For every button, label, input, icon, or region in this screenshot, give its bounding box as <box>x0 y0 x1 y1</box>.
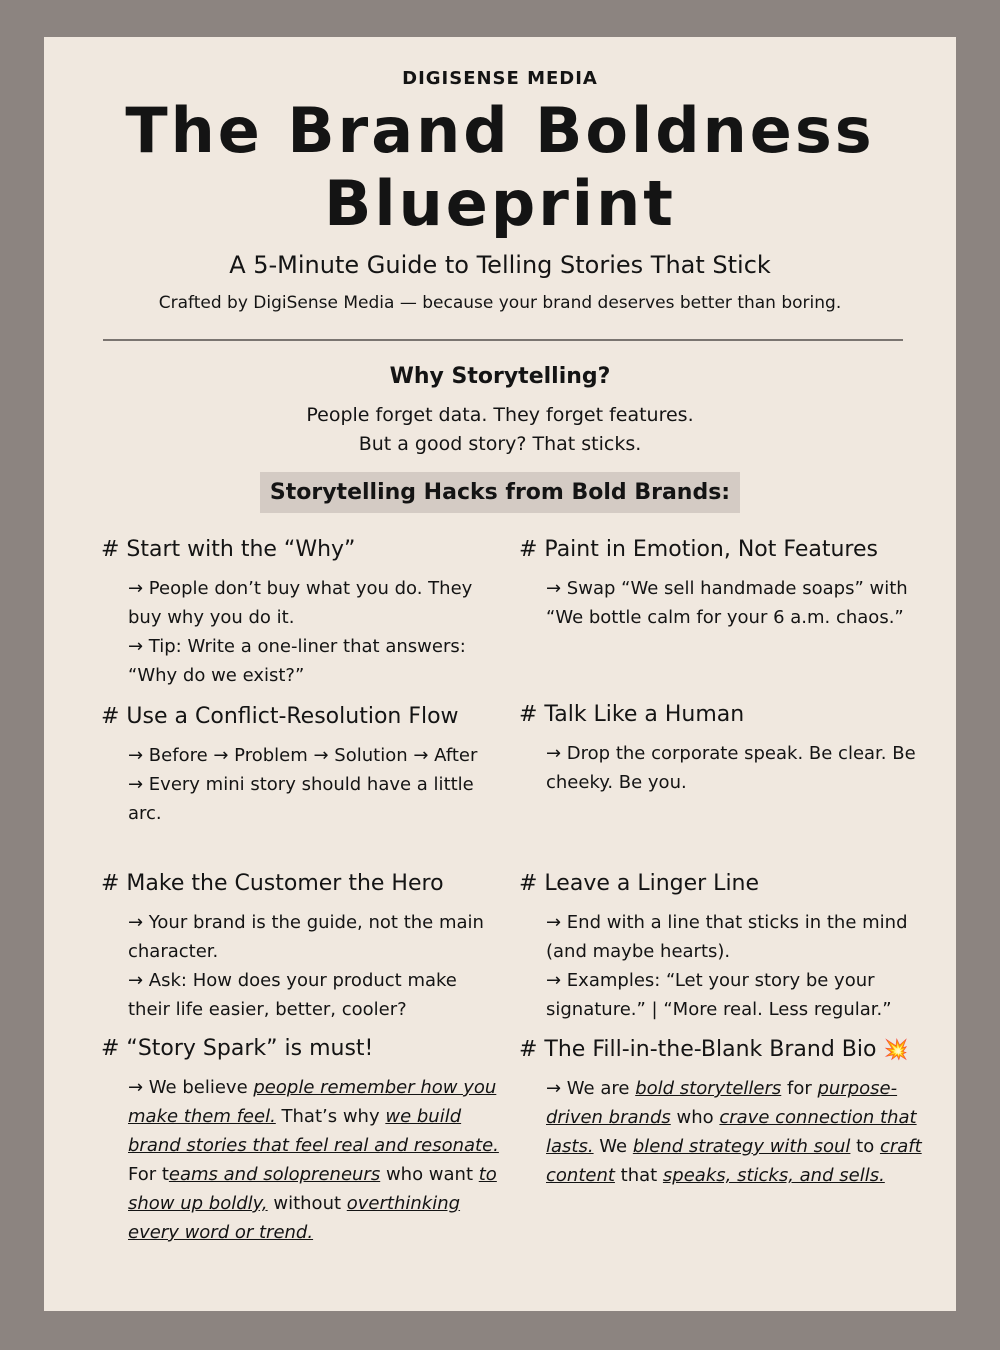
hack-heading: # “Story Spark” is must! <box>101 1036 374 1061</box>
fill-blank: to show up boldly, <box>128 1164 497 1214</box>
subtitle: A 5-Minute Guide to Telling Stories That Stick <box>229 251 771 279</box>
fill-blank: eams and solopreneurs <box>168 1164 381 1185</box>
hack-point: → End with a line that sticks in the mind (and maybe hearts). <box>546 912 908 962</box>
hack-story-spark <box>101 1035 501 1247</box>
hack-point: → Swap “We sell handmade soaps” with “We bottle calm for your 6 a.m. chaos.” <box>546 578 908 628</box>
bio-text: for <box>781 1078 818 1099</box>
fill-blank: purpose-driven brands <box>546 1078 898 1128</box>
hack-conflict-resolution <box>101 703 501 828</box>
hack-heading: # Paint in Emotion, Not Features <box>519 537 878 562</box>
hack-point: → Examples: “Let your story be your signature.” | “More real. Less regular.” <box>546 970 892 1020</box>
credit-line: Crafted by DigiSense Media — because your brand deserves better than boring. <box>158 293 842 313</box>
hack-heading-text: # The Fill-in-the-Blank Brand Bio <box>519 1037 877 1062</box>
hacks-banner <box>44 472 956 513</box>
hack-heading: # Start with the “Why” <box>101 537 356 562</box>
spark-text: without <box>267 1193 347 1214</box>
story-spark-body <box>101 1073 501 1247</box>
hack-point: → Ask: How does your product make their life easier, better, cooler? <box>128 970 457 1020</box>
bio-text: who <box>670 1107 720 1128</box>
hack-point: → Drop the corporate speak. Be clear. Be cheeky. Be you. <box>546 743 916 793</box>
hack-body <box>101 574 501 690</box>
hack-linger-line <box>519 870 929 1024</box>
bio-text: We <box>593 1136 633 1157</box>
hack-body <box>519 739 929 797</box>
fill-blank: blend strategy with soul <box>632 1136 851 1157</box>
collision-icon: 💥 <box>883 1037 909 1061</box>
hack-body <box>101 741 501 828</box>
fill-blank: bold storytellers <box>635 1078 782 1099</box>
hack-talk-like-human <box>519 701 929 797</box>
bio-text: to <box>850 1136 880 1157</box>
fill-blank: we build brand stories that feel real and resonate. <box>128 1106 499 1156</box>
bio-text: → We are <box>546 1078 636 1099</box>
why-title: Why Storytelling? <box>389 364 611 389</box>
fill-blank: crave connection that lasts. <box>546 1107 917 1157</box>
guide-card <box>44 37 956 1311</box>
why-line-1: People forget data. They forget features. <box>306 404 694 426</box>
hack-body <box>101 908 501 1024</box>
hack-point: → Tip: Write a one-liner that answers: “Why do we exist?” <box>128 636 466 686</box>
hack-start-with-why <box>101 536 501 690</box>
hack-heading: # Talk Like a Human <box>519 702 745 727</box>
divider <box>103 339 903 341</box>
hack-body <box>519 574 929 632</box>
fill-blank: speaks, sticks, and sells. <box>662 1165 885 1186</box>
hack-point: → Your brand is the guide, not the main character. <box>128 912 484 962</box>
hack-heading: # Make the Customer the Hero <box>101 871 444 896</box>
fill-blank: overthinking every word or trend. <box>128 1193 461 1243</box>
hack-body <box>519 908 929 1024</box>
why-line-2: But a good story? That sticks. <box>358 433 642 455</box>
hack-point: → Before → Problem → Solution → After <box>128 745 478 766</box>
fill-blank: craft content <box>546 1136 922 1186</box>
spark-text: That’s why <box>275 1106 386 1127</box>
hack-point: → People don’t buy what you do. They buy why you do it. <box>128 578 473 628</box>
hack-point: → Every mini story should have a little arc. <box>128 774 474 824</box>
title-line-2: Blueprint <box>324 167 676 240</box>
hack-heading <box>519 1035 929 1064</box>
title-line-1: The Brand Boldness <box>125 94 875 167</box>
hack-heading: # Leave a Linger Line <box>519 871 760 896</box>
hack-paint-in-emotion <box>519 536 929 632</box>
hack-customer-hero <box>101 870 501 1024</box>
spark-text: who want <box>380 1164 479 1185</box>
bio-text: that <box>614 1165 663 1186</box>
brand-name: DIGISENSE MEDIA <box>402 68 598 89</box>
hack-heading: # Use a Conflict-Resolution Flow <box>101 704 459 729</box>
hack-brand-bio <box>519 1035 929 1190</box>
brand-bio-body <box>519 1074 929 1190</box>
spark-text: For t <box>128 1164 169 1185</box>
hacks-title: Storytelling Hacks from Bold Brands: <box>260 472 740 513</box>
fill-blank: people remember how you make them feel. <box>128 1077 497 1127</box>
spark-text: → We believe <box>128 1077 254 1098</box>
